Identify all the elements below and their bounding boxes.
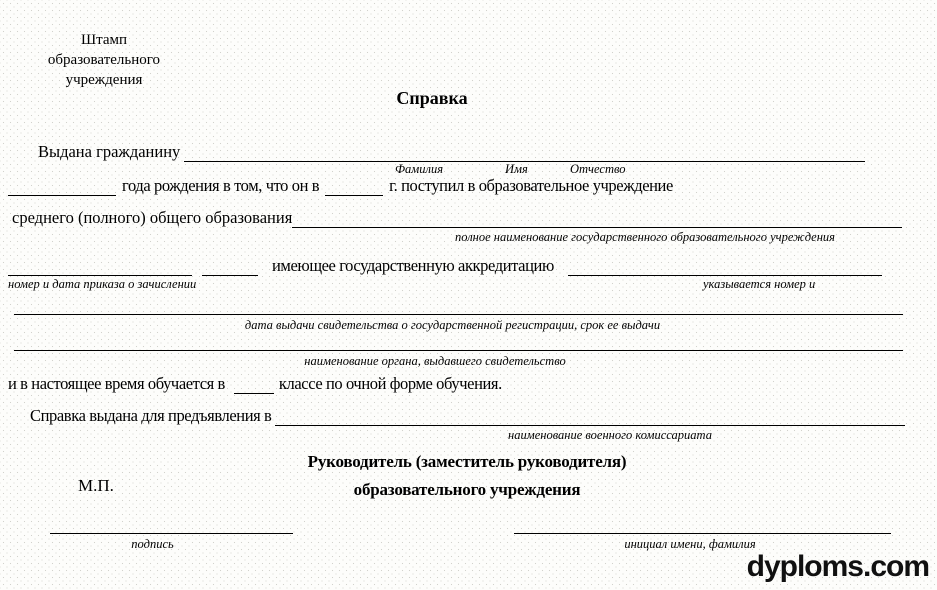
order-number-blank bbox=[8, 257, 192, 276]
study-label-prefix: и в настоящее время обучается в bbox=[8, 374, 225, 393]
authority-blank bbox=[14, 350, 903, 351]
commissariat-blank bbox=[275, 407, 905, 426]
initials-caption: инициал имени, фамилия bbox=[624, 537, 756, 551]
accreditation-number-blank bbox=[568, 257, 882, 276]
presented-label: Справка выдана для предъявления в bbox=[30, 406, 272, 425]
issued-to-label: Выдана гражданину bbox=[38, 142, 181, 161]
stamp-block bbox=[14, 30, 194, 90]
caption-patronymic: Отчество bbox=[570, 162, 626, 176]
institution-name-blank bbox=[292, 209, 902, 228]
initials-blank bbox=[514, 533, 891, 534]
admission-year-blank bbox=[325, 177, 383, 196]
authority-caption: наименование органа, выдавшего свидетельство bbox=[304, 354, 566, 368]
birth-year-row bbox=[8, 176, 902, 196]
registration-blank bbox=[14, 314, 903, 315]
commissariat-caption: наименование военного комиссариата bbox=[508, 428, 712, 442]
signature-blank bbox=[50, 533, 293, 534]
grade-blank bbox=[234, 375, 274, 394]
watermark: dyploms.com bbox=[746, 550, 929, 583]
stamp-line-1: Штамп bbox=[80, 32, 128, 48]
stamp-line-2: образовательного bbox=[47, 52, 161, 68]
accreditation-row bbox=[8, 256, 882, 276]
number-caption: указывается номер и bbox=[703, 277, 816, 291]
birth-year-label: года рождения в том, что он в bbox=[122, 176, 320, 195]
caption-surname: Фамилия bbox=[395, 162, 444, 176]
institution-caption: полное наименование государственного образовательного учреждения bbox=[455, 230, 835, 244]
fullname-blank bbox=[184, 143, 865, 162]
presented-row bbox=[8, 406, 905, 426]
head-title-line1: Руководитель (заместитель руководителя) bbox=[307, 452, 627, 471]
signature-caption: подпись bbox=[131, 537, 174, 551]
document-title: Справка bbox=[396, 88, 468, 108]
order-caption: номер и дата приказа о зачислении bbox=[8, 277, 197, 291]
education-label: среднего (полного) общего образования bbox=[12, 208, 293, 227]
stamp-line-3: учреждения bbox=[65, 72, 143, 88]
order-date-blank bbox=[202, 257, 258, 276]
education-row bbox=[12, 208, 902, 228]
birth-year-blank bbox=[8, 177, 116, 196]
head-title-line2: образовательного учреждения bbox=[353, 480, 581, 499]
stamp-place-label: М.П. bbox=[78, 476, 114, 495]
registration-caption: дата выдачи свидетельства о государственной регистрации, срок ее выдачи bbox=[244, 318, 661, 332]
issued-to-row bbox=[8, 142, 865, 162]
accreditation-label: имеющее государственную аккредитацию bbox=[272, 256, 554, 275]
study-row bbox=[8, 374, 506, 394]
study-label-suffix: классе по очной форме обучения. bbox=[278, 374, 502, 393]
caption-name: Имя bbox=[505, 162, 528, 176]
admission-label: г. поступил в образовательное учреждение bbox=[389, 176, 673, 195]
